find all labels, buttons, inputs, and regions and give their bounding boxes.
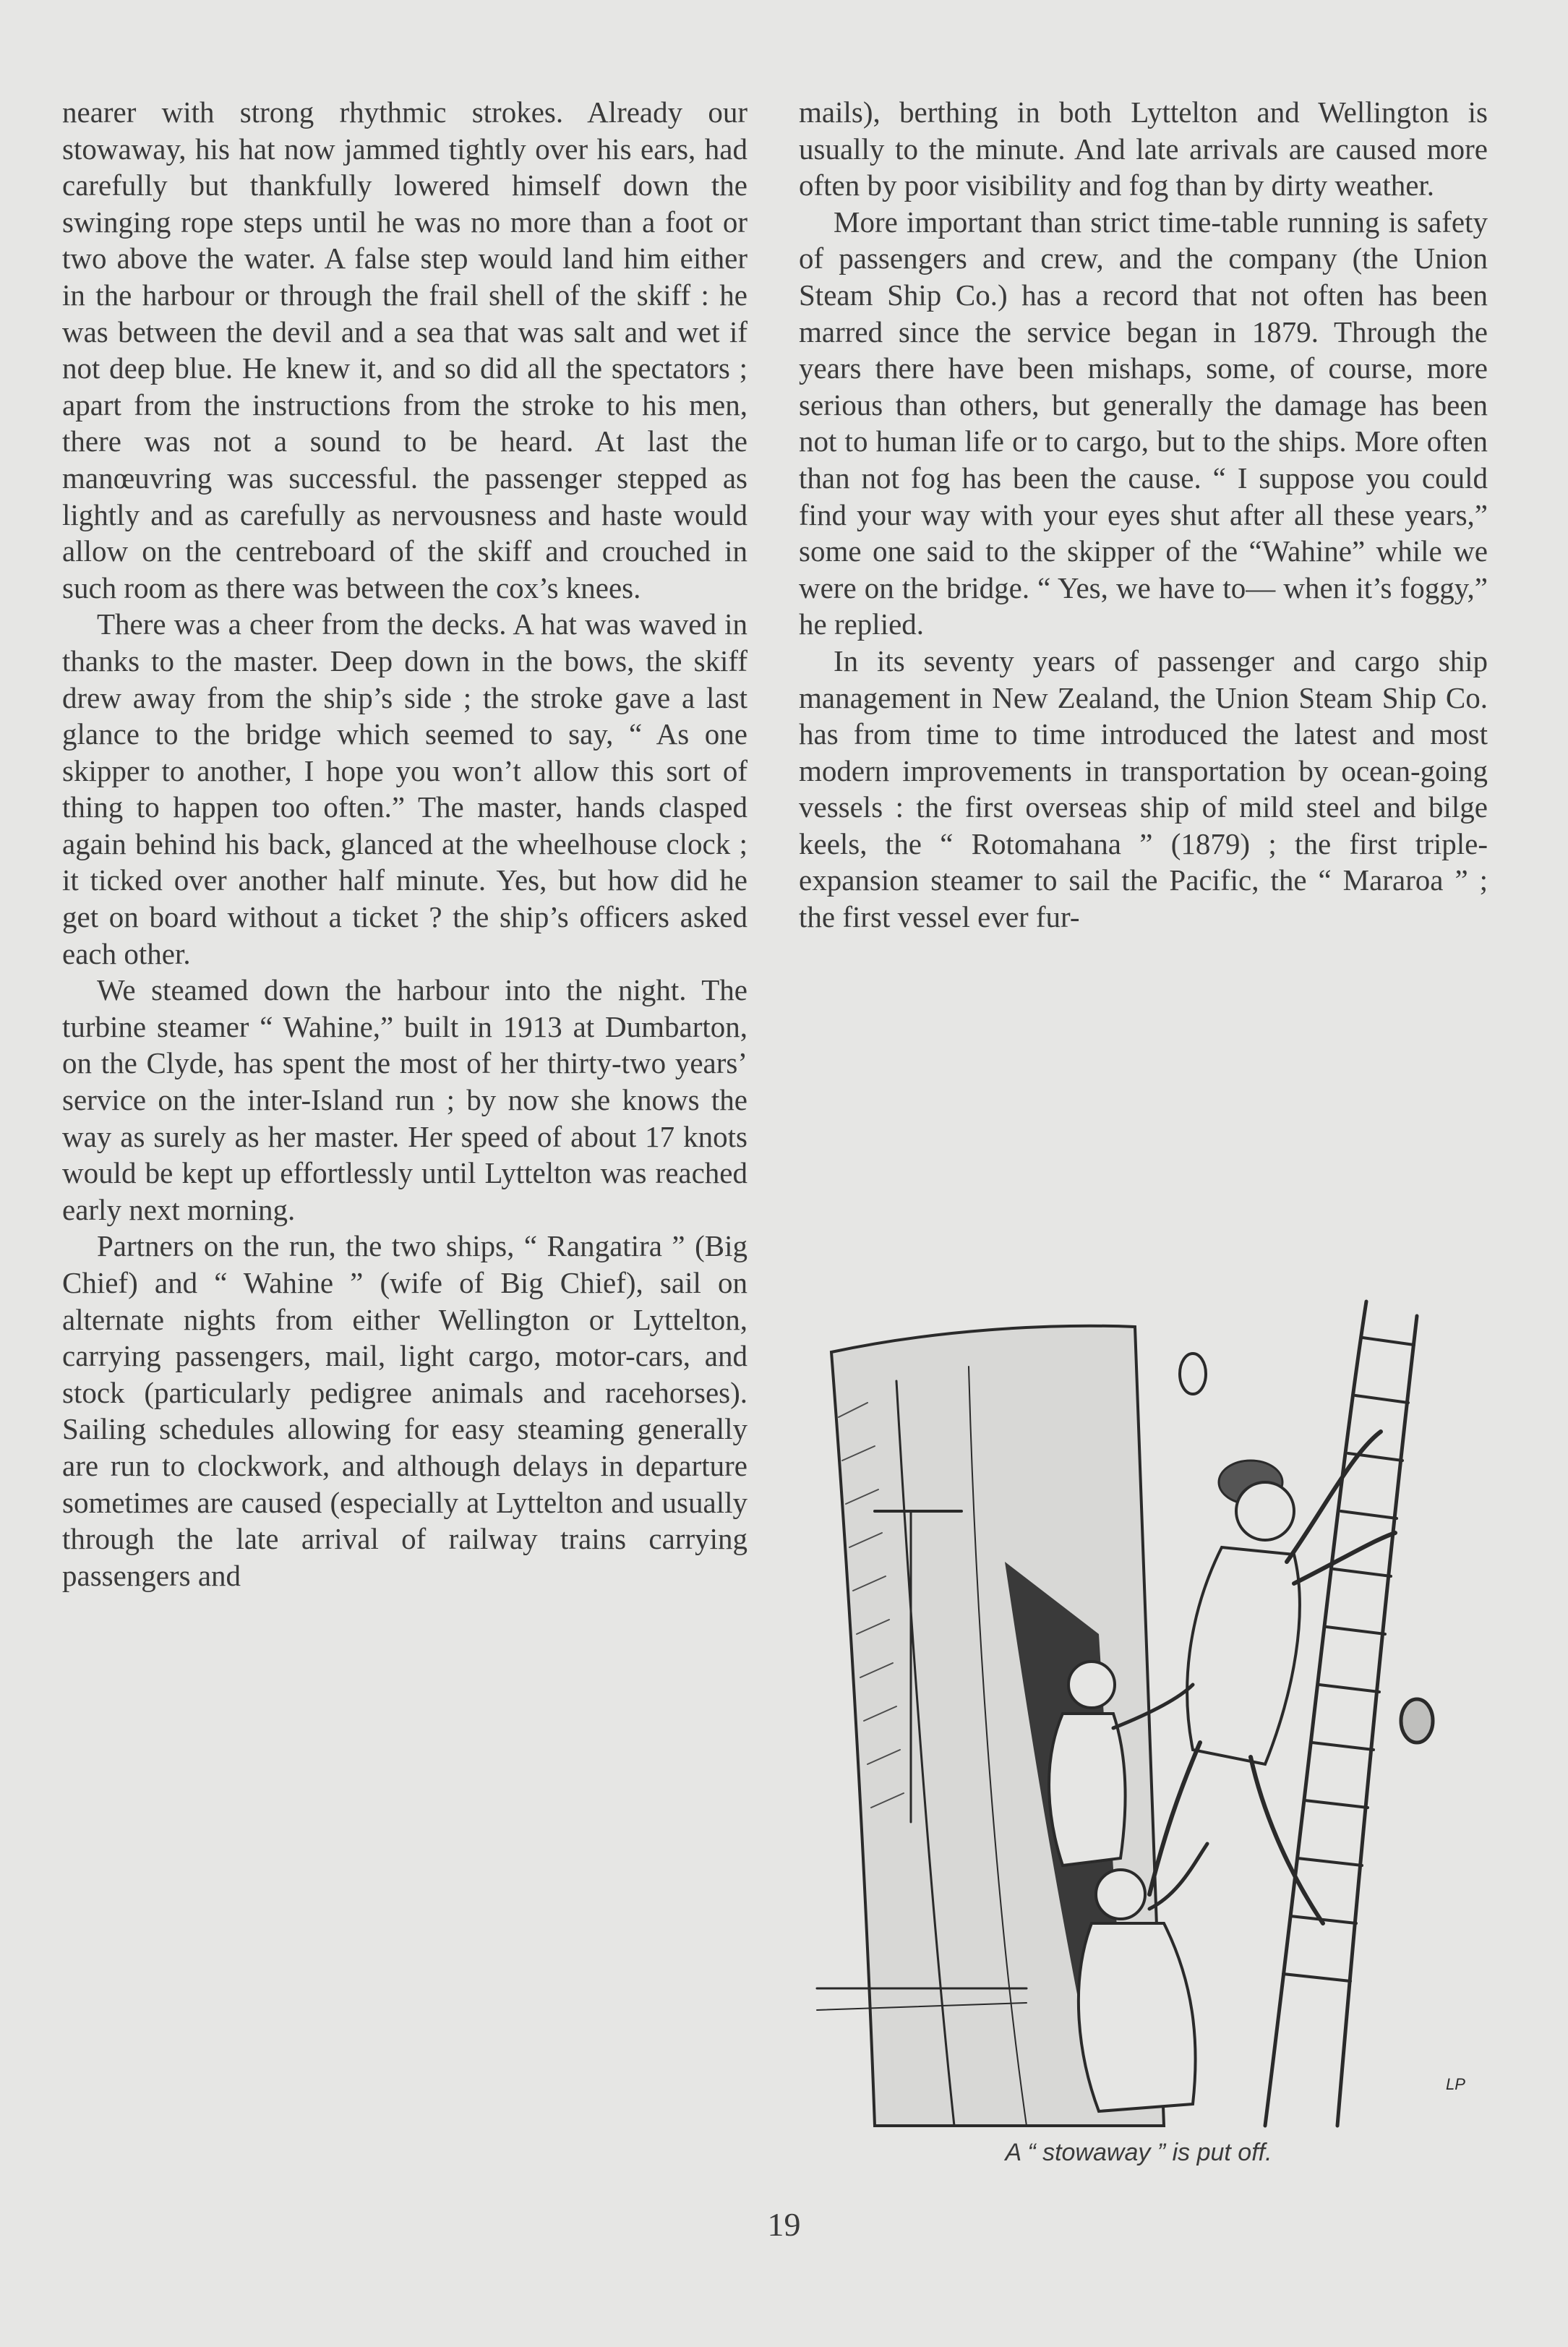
paragraph: nearer with strong rhythmic strokes. Already our stowaway, his hat now jammed tightly over his ears, had carefully but thankfully lowered himself down the swinging rope steps until he was no more than a foot or two above the water. A false step would land him either in the harbour or through the frail shell of the skiff : he was between the devil and a sea that was salt and wet if not deep blue. He knew it, and so did all the spectators ; apart from the instructions from the stroke to his men, there was not a sound to be heard. At last the manœuvring was successful. the passenger stepped as lightly and as carefully as nervousness and haste would allow on the centreboard of the skiff and crouched in such room as there was between the cox’s knees. (62, 95, 747, 604)
paragraph: There was a cheer from the decks. A hat was waved in thanks to the master. Deep down in the bows, the skiff drew away from the ship’s side ; the stroke gave a last glance to the bridge which seemed to say, “ As one skipper to another, I hope you won’t allow this sort of thing to happen too often.” The master, hands clasped again behind his back, glanced at the wheelhouse clock ; it ticked over another half minute. Yes, but how did he get on board without a ticket ? the ship’s officers asked each other. (62, 607, 747, 970)
paragraph: In its seventy years of passenger and cargo ship management in New Zealand, the Union Steam Ship Co. has from time to time introduced the latest and most modern improvements in transportation by ocean-going vessels : the first overseas ship of mild steel and bilge keels, the “ Rotomahana ” (1879) ; the first triple-expansion steamer to sail the Pacific, the “ Mararoa ” ; the first vessel ever fur- (799, 644, 1488, 934)
illustration-caption: A “ stowaway ” is put off. (1005, 2139, 1272, 2166)
paragraph: We steamed down the harbour into the night. The turbine steamer “ Wahine,” built in 1913 at Dumbarton, on the Clyde, has spent the most of her thirty-two years’ service on the inter-Island run ; by now she knows the way as surely as her master. Her speed of about 17 knots would be kept up effortlessly until Lyttelton was reached early next morning. (62, 973, 747, 1226)
paragraph: Partners on the run, the two ships, “ Rangatira ” (Big Chief) and “ Wahine ” (wife of Big Chief), sail on alternate nights from either Wellington or Lyttelton, carrying passengers, mail, light cargo, motor-cars, and stock (particularly pedigree animals and racehorses). Sailing schedules allowing for easy steaming generally are run to clockwork, and although delays in departure sometimes are caused (especially at Lyttelton and usually through the late arrival of railway trains carrying passengers and (62, 1229, 747, 1592)
paragraph: mails), berthing in both Lyttelton and Wellington is usually to the minute. And late arrivals are caused more often by poor visibility and fog than by dirty weather. (799, 95, 1488, 202)
paragraph: More important than strict time-table running is safety of passengers and crew, and the company (the Union Steam Ship Co.) has a record that not often has been marred since the service began in 1879. Through the years there have been mishaps, some, of course, more serious than others, but generally the damage has been not to human life or to cargo, but to the ships. More often than not fog has been the cause. “ I suppose you could find your way with your eyes shut after all these years,” some one said to the skipper of the “Wahine” while we were on the bridge. “ Yes, we have to— when it’s foggy,” he replied. (799, 205, 1488, 641)
stowaway-illustration (788, 1273, 1489, 2140)
page-number: 19 (767, 2206, 801, 2243)
left-text-column (62, 94, 747, 1594)
right-text-column (799, 94, 1488, 936)
artist-signature: LP (1446, 2075, 1465, 2093)
